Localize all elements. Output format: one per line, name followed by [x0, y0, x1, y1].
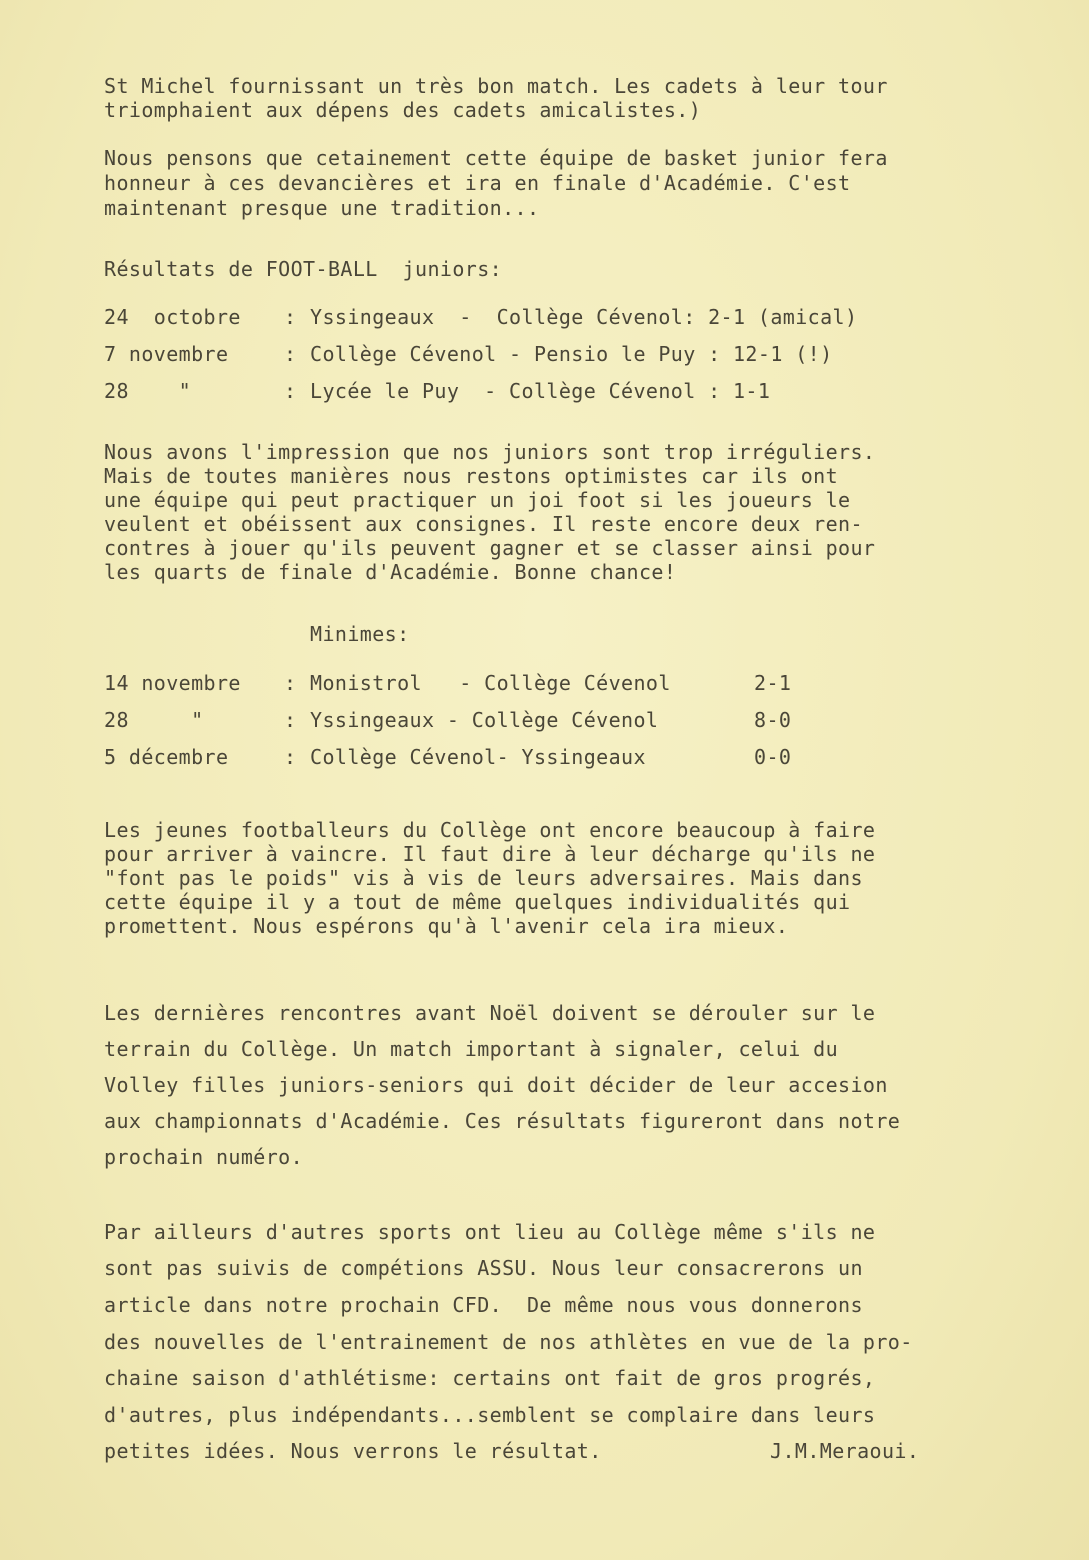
text-line: d'autres, plus indépendants...semblent se complaire dans leurs [104, 1403, 876, 1427]
text-line: triomphaient aux dépens des cadets amicalistes.) [104, 98, 702, 122]
text-line: St Michel fournissant un très bon match. Les cadets à leur tour [104, 74, 888, 98]
text-line: maintenant presque une tradition... [104, 196, 540, 220]
text-line: pour arriver à vaincre. Il faut dire à leur décharge qu'ils ne [104, 842, 876, 866]
text-line: Nous pensons que cetainement cette équipe de basket junior fera [104, 146, 888, 170]
text-line: "font pas le poids" vis à vis de leurs adversaires. Mais dans [104, 866, 863, 890]
text-line: Par ailleurs d'autres sports ont lieu au Collège même s'ils ne [104, 1220, 876, 1244]
result-match: Yssingeaux - Collège Cévenol: 2-1 (amical) [310, 305, 858, 329]
text-line: Nous avons l'impression que nos juniors sont trop irréguliers. [104, 440, 876, 464]
result-sep: : [284, 745, 297, 769]
text-line: Les jeunes footballeurs du Collège ont encore beaucoup à faire [104, 818, 876, 842]
text-line: veulent et obéissent aux consignes. Il reste encore deux ren- [104, 512, 863, 536]
result-match: Collège Cévenol- Yssingeaux [310, 745, 646, 769]
result-match: Monistrol - Collège Cévenol [310, 671, 671, 695]
result-date: 28 " [104, 708, 204, 732]
text-line: promettent. Nous espérons qu'à l'avenir cela ira mieux. [104, 914, 789, 938]
text-line: les quarts de finale d'Académie. Bonne chance! [104, 560, 677, 584]
text-line: aux championnats d'Académie. Ces résultats figureront dans notre [104, 1109, 901, 1133]
result-score: 2-1 [754, 671, 792, 695]
result-sep: : [284, 342, 297, 366]
result-date: 24 octobre [104, 305, 241, 329]
section-heading: Résultats de FOOT-BALL juniors: [104, 257, 503, 281]
result-date: 5 décembre [104, 745, 229, 769]
result-sep: : [284, 708, 297, 732]
result-match: Yssingeaux - Collège Cévenol [310, 708, 659, 732]
result-sep: : [284, 671, 297, 695]
result-match: Collège Cévenol - Pensio le Puy : 12-1 (!) [310, 342, 833, 366]
signature: J.M.Meraoui. [770, 1439, 920, 1463]
text-line: article dans notre prochain CFD. De même nous vous donnerons [104, 1293, 863, 1317]
text-line: petites idées. Nous verrons le résultat. [104, 1439, 602, 1463]
result-date: 14 novembre [104, 671, 241, 695]
text-line: chaine saison d'athlétisme: certains ont fait de gros progrés, [104, 1366, 876, 1390]
text-line: contres à jouer qu'ils peuvent gagner et se classer ainsi pour [104, 536, 876, 560]
text-line: Les dernières rencontres avant Noël doivent se dérouler sur le [104, 1001, 876, 1025]
result-sep: : [284, 379, 297, 403]
text-line: Mais de toutes manières nous restons optimistes car ils ont [104, 464, 839, 488]
text-line: terrain du Collège. Un match important à signaler, celui du [104, 1037, 839, 1061]
result-sep: : [284, 305, 297, 329]
result-date: 28 " [104, 379, 192, 403]
text-line: honneur à ces devancières et ira en finale d'Académie. C'est [104, 171, 851, 195]
text-line: prochain numéro. [104, 1145, 304, 1169]
result-score: 0-0 [754, 745, 792, 769]
text-line: cette équipe il y a tout de même quelques individualités qui [104, 890, 851, 914]
text-line: des nouvelles de l'entrainement de nos athlètes en vue de la pro- [104, 1330, 913, 1354]
result-date: 7 novembre [104, 342, 229, 366]
text-line: Volley filles juniors-seniors qui doit décider de leur accesion [104, 1073, 888, 1097]
result-score: 8-0 [754, 708, 792, 732]
text-line: sont pas suivis de compétions ASSU. Nous leur consacrerons un [104, 1256, 863, 1280]
result-match: Lycée le Puy - Collège Cévenol : 1-1 [310, 379, 771, 403]
section-heading: Minimes: [310, 622, 410, 646]
text-line: une équipe qui peut practiquer un joi foot si les joueurs le [104, 488, 851, 512]
